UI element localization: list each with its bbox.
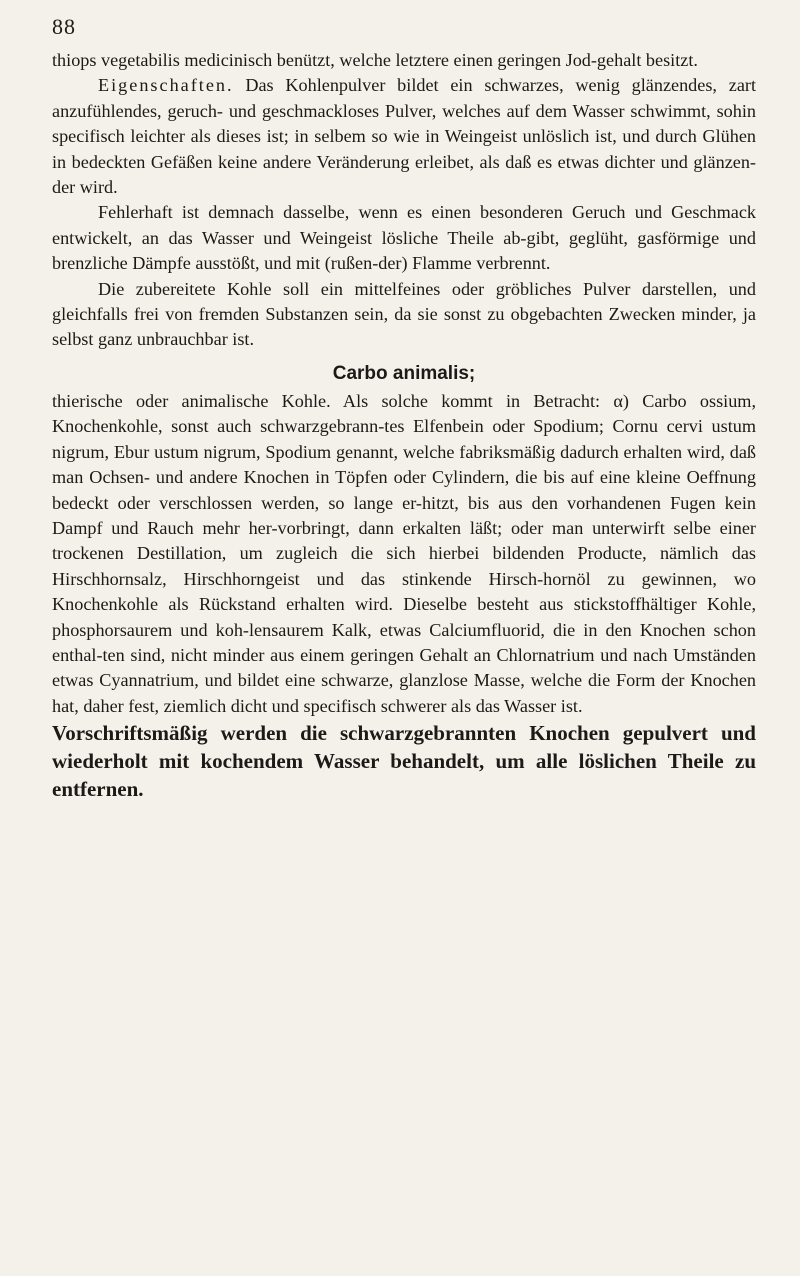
paragraph-fehlerhaft: Fehlerhaft ist demnach dasselbe, wenn es einen besonderen Geruch und Geschmack entwickelt, an das Wasser und Weingeist lösliche Theile ab-gibt, geglüht, gasförmige und brenzliche Dämpfe ausstößt, und mit (rußen-der) Flamme verbrennt.	[52, 202, 756, 274]
paragraph-lead: Eigenschaften.	[98, 75, 234, 96]
paragraph-body: Das Kohlenpulver bildet ein schwarzes, wenig glänzendes, zart anzufühlendes, geruch- und geschmackloses Pulver, welches auf dem Wasser schwimmt, sohin specifisch leichter als dieses ist; in selbem so wie in Weingeist unlöslich ist, und durch Glühen in bedeckten Gefäßen keine andere Veränderung erleibet, als daß es etwas dichter und glänzen-der wird.	[52, 75, 756, 198]
paragraph-final: Vorschriftsmäßig werden die schwarzgebrannten Knochen gepulvert und wiederholt mit kochendem Wasser behandelt, um alle löslichen Theile zu entfernen.	[52, 721, 756, 802]
body-text	[52, 48, 756, 803]
paragraph-zubereitete-kohle: Die zubereitete Kohle soll ein mittelfeines oder gröbliches Pulver darstellen, und gleichfalls frei von fremden Substanzen sein, da sie sonst zu obgebachten Zwecken minder, ja selbst ganz unbrauchbar ist.	[52, 278, 756, 350]
section-heading: Carbo animalis;	[332, 362, 476, 384]
page-number: 88	[52, 14, 76, 39]
paragraph-intro: thiops vegetabilis medicinisch benützt, welche letztere einen geringen Jod-gehalt besitzt.	[52, 50, 698, 70]
paragraph-eigenschaften	[52, 73, 756, 200]
paragraph-animalis: thierische oder animalische Kohle. Als solche kommt in Betracht: α) Carbo ossium, Knochenkohle, sonst auch schwarzgebrann-tes Elfenbein oder Spodium; Cornu cervi ustum nigrum, Ebur ustum nigrum, Spodium genannt, welche fabriksmäßig dadurch erhalten wird, daß man Ochsen- und andere Knochen in Töpfen oder Cylindern, die bis auf eine kleine Oeffnung bedeckt oder verschlossen werden, so lange er-hitzt, bis aus den vorhandenen Fugen kein Dampf und Rauch mehr her-vorbringt, dann erkalten läßt; oder man unterwirft selbe einer trockenen Destillation, um zugleich die sich hierbei bildenden Producte, nämlich das Hirschhornsalz, Hirschhorngeist und das stinkende Hirsch-hornöl zu gewinnen, wo Knochenkohle als Rückstand erhalten wird. Dieselbe besteht aus stickstoffhältiger Kohle, phosphorsaurem und koh-lensaurem Kalk, etwas Calciumfluorid, die in den Knochen schon enthal-ten sind, nicht minder aus einem geringen Gehalt an Chlornatrium und nach Umständen etwas Cyannatrium, und bildet eine schwarze, glanzlose Masse, welche die Form der Knochen hat, daher fest, ziemlich dicht und specifisch schwerer als das Wasser ist.	[52, 390, 756, 716]
